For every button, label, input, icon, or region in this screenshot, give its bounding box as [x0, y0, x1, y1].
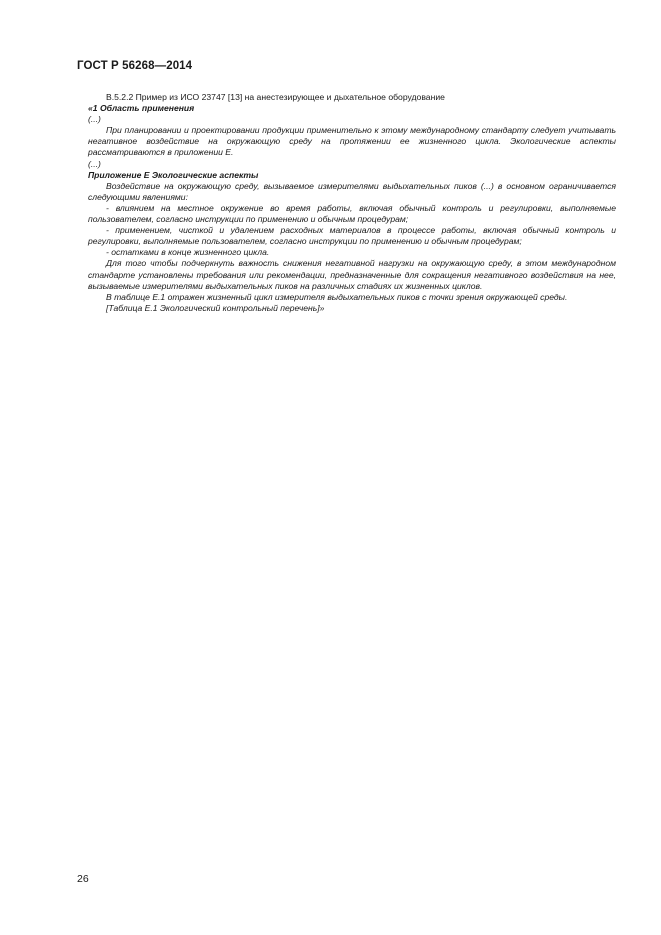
page-number: 26: [77, 873, 89, 885]
list-item: - влиянием на местное окружение во время работы, включая обычный контроль и регулировки, выполняемые пользователем, согласно инструкции по применению и обычным процедурам;: [88, 202, 616, 225]
annex-heading: Приложение Е Экологические аспекты: [88, 169, 259, 180]
emphasis-paragraph: Для того чтобы подчеркнуть важность снижения негативной нагрузки на окружающую среду, в этом международном стандарте установлены требования или рекомендации, предназначенные для сокращения негативного воздействия на нее, вызываемые измерителями выдыхательных пиков на различных стадиях их жизненных циклов.: [88, 258, 616, 291]
scope-paragraph: При планировании и проектировании продукции применительно к этому международному стандарту следует учитывать негативное воздействие на окружающую среду на протяжении ее жизненного цикла. Экологические аспекты рассматриваются в приложении Е.: [88, 125, 616, 158]
document-header: ГОСТ Р 56268—2014: [77, 60, 193, 72]
scope-heading: «1 Область применения: [88, 103, 195, 114]
document-body: [88, 92, 616, 314]
section-line: В.5.2.2 Пример из ИСО 23747 [13] на анестезирующее и дыхательное оборудование: [106, 92, 445, 102]
table-caption: [Таблица Е.1 Экологический контрольный перечень]»: [106, 302, 325, 313]
ellipsis-1: (...): [88, 114, 101, 125]
impact-paragraph: Воздействие на окружающую среду, вызываемое измерителями выдыхательных пиков (...) в основном ограничивается следующими явлениями:: [88, 180, 616, 202]
list-item: - применением, чисткой и удалением расходных материалов в процессе работы, включая обычный контроль и регулировки, выполняемые пользователем, согласно инструкции по применению и обычным процедурам;: [88, 225, 616, 247]
ellipsis-2: (...): [88, 158, 101, 169]
list-item: - остатками в конце жизненного цикла.: [106, 247, 270, 258]
table-reference-paragraph: В таблице Е.1 отражен жизненный цикл измерителя выдыхательных пиков с точки зрения окружающей среды.: [106, 291, 568, 302]
